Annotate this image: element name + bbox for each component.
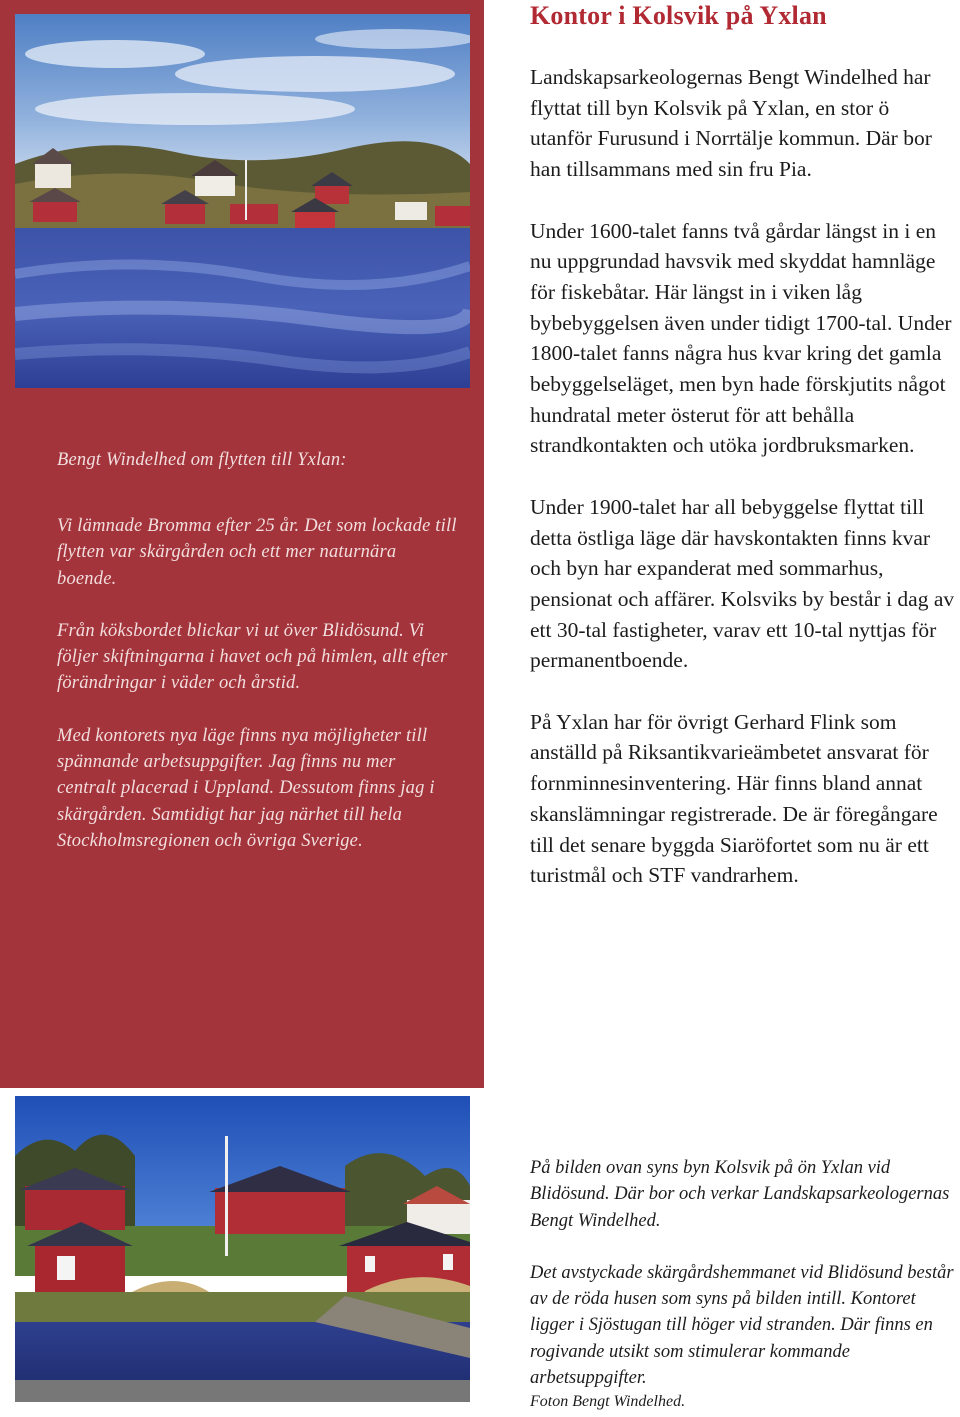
caption-paragraph: På bilden ovan syns byn Kolsvik på ön Yxlan vid Blidösund. Där bor och verkar Landskapsarkeologernas Bengt Windelhed.	[530, 1158, 950, 1231]
article-paragraph: Under 1600-talet fanns två gårdar längst in i en nu uppgrundad havsvik med skyddat hamnläge för fiskebåtar. Här längst in i viken låg bybebyggelsen även under tidigt 1700-tal. Under 1800-talet fanns några hus kvar kring det gamla bebyggelseläget, men byn hade förskjutits något hundratal meter österut för att behålla strandkontakten och utöka jordbruksmarken.	[530, 218, 952, 458]
quote-body	[57, 513, 457, 854]
caption-paragraph: Det avstyckade skärgårdshemmanet vid Blidösund består av de röda husen som syns på bilden intill. Kontoret ligger i Sjöstugan till höger vid stranden. Där finns en rogivande utsikt som stimulerar kommande arbetsuppgifter.	[530, 1262, 954, 1389]
article-title: Kontor i Kolsvik på Yxlan	[530, 1, 827, 30]
photo-credit: Foton Bengt Windelhed.	[530, 1393, 686, 1411]
quote-paragraph: Med kontorets nya läge finns nya möjligheter till spännande arbetsuppgifter. Jag finns nu mer centralt placerad i Uppland. Dessutom finns jag i skärgården. Samtidigt har jag närhet till hela Stockholmsregionen och övriga Sverige.	[57, 725, 435, 851]
article-paragraph: Under 1900-talet har all bebyggelse flyttat till detta östliga läge där havskontakten finns kvar och byn har expanderat med sommarhus, pensionat och affärer. Kolsviks by består i dag av ett 30-tal fastigheter, varav ett 10-tal nyttjas för permanentboende.	[530, 494, 955, 673]
quote-heading-text: Bengt Windelhed om flytten till Yxlan:	[57, 450, 347, 470]
article-text	[530, 62, 955, 891]
quote-paragraph: Vi lämnade Bromma efter 25 år. Det som lockade till flytten var skärgården och ett mer naturnära boende.	[57, 516, 457, 589]
article-paragraph: På Yxlan har för övrigt Gerhard Flink som anställd på Riksantikvarieämbetet ansvarat för fornminnesinventering. Här finns bland annat skanslämningar registrerade. De är föregångare till det senare byggda Siaröfortet som nu är ett turistmål och STF vandrarhem.	[530, 709, 938, 888]
photo-caption	[530, 1155, 960, 1413]
quote-heading	[57, 447, 457, 473]
article-paragraph: Landskapsarkeologernas Bengt Windelhed har flyttat till byn Kolsvik på Yxlan, en stor ö utanför Furusund i Norrtälje kommun. Där bor han tillsammans med sin fru Pia.	[530, 65, 932, 182]
article	[530, 0, 955, 891]
photo-kolsvik-bay	[15, 14, 470, 388]
photo-red-houses-shore	[15, 1096, 470, 1402]
quote-paragraph: Från köksbordet blickar vi ut över Blidösund. Vi följer skiftningarna i havet och på himlen, allt efter förändringar i väder och årstid.	[57, 620, 448, 694]
